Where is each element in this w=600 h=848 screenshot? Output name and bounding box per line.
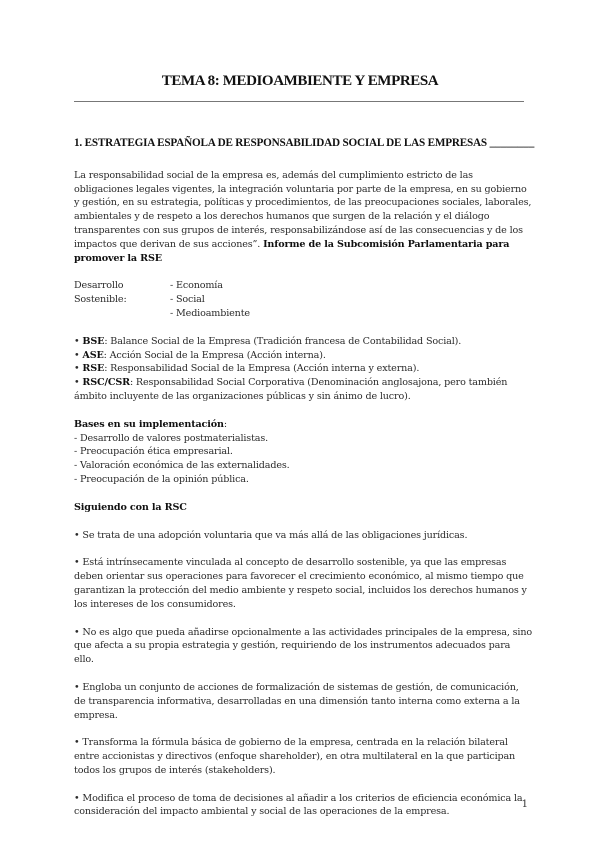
acronym-term: RSC/CSR bbox=[82, 377, 130, 389]
acronym-text: : Responsabilidad Social de la Empresa (Acción interna y externa). bbox=[104, 363, 420, 375]
acronym-text: : Responsabilidad Social Corporativa (Denominación anglosajona, pero también ámbito incluyente de las organizaciones públicas y sin ánimo de lucro). bbox=[74, 377, 508, 402]
bases-item: - Valoración económica de las externalidades. bbox=[74, 460, 290, 472]
acronym-item: • BSE: Balance Social de la Empresa (Tradición francesa de Contabilidad Social). bbox=[74, 335, 462, 347]
bases-item: - Preocupación ética empresarial. bbox=[74, 446, 233, 458]
rsc-point: • No es algo que pueda añadirse opcionalmente a las actividades principales de la empresa, sino que afecta a su propia estrategia y gestión, requiriendo de los instrumentos adecuados para ello. bbox=[74, 626, 532, 666]
acronym-list bbox=[74, 335, 532, 404]
intro-text: La responsabilidad social de la empresa es, además del cumplimiento estricto de las obligaciones legales vigentes, la integración voluntaria por parte de la empresa, en su gobierno y gestión, en su estrategia, políticas y procedimientos, de las preocupaciones sociales, laborales, ambientales y de respeto a los derechos humanos que surgen de la relación y el diálogo transparentes con sus grupos de interés, responsabilizándose así de las consecuencias y de los impactos que derivan de sus acciones”. bbox=[74, 169, 532, 250]
bases-heading: Bases en su implementación: bbox=[74, 418, 227, 430]
rsc-point: • Transforma la fórmula básica de gobierno de la empresa, centrada en la relación bilateral entre accionistas y directivos (enfoque shareholder), en otra multilateral en la que participan todos los grupos de interés (stakeholders). bbox=[74, 737, 516, 776]
acronym-item: • RSC/CSR: Responsabilidad Social Corporativa (Denominación anglosajona, pero también ámbito incluyente de las organizaciones públicas y sin ánimo de lucro). bbox=[74, 377, 508, 402]
acronym-item: • ASE: Acción Social de la Empresa (Acción interna). bbox=[74, 349, 326, 361]
section-heading-line: ________ bbox=[489, 137, 535, 149]
rsc-heading bbox=[74, 501, 532, 515]
rsc-point: • Se trata de una adopción voluntaria que va más allá de las obligaciones jurídicas. bbox=[74, 529, 468, 541]
rsc-point: • Está intrínsecamente vinculada al concepto de desarrollo sostenible, ya que las empresas deben orientar sus operaciones para favorecer el crecimiento económico, al mismo tiempo que garantizan la protección del medio ambiente y respeto social, incluidos los derechos humanos y los intereses de los consumidores. bbox=[74, 557, 527, 610]
ds-list bbox=[170, 279, 250, 320]
bases-item: - Desarrollo de valores postmaterialistas. bbox=[74, 432, 269, 444]
ds-label: Desarrollo Sostenible: bbox=[74, 280, 127, 306]
rsc-point: • Modifica el proceso de toma de decisiones al añadir a los criterios de eficiencia económica la consideración del impacto ambiental y social de las operaciones de la empresa. bbox=[74, 792, 523, 818]
page-title: TEMA 8: MEDIOAMBIENTE Y EMPRESA bbox=[161, 73, 439, 89]
intro-source: Informe de la Subcomisión Parlamentaria para promover la RSE bbox=[74, 238, 510, 264]
bases-list bbox=[74, 432, 532, 487]
ds-item: - Social bbox=[170, 294, 205, 306]
bases-item: - Preocupación de la opinión pública. bbox=[74, 473, 249, 485]
acronym-text: : Acción Social de la Empresa (Acción interna). bbox=[103, 349, 326, 361]
page-number: 1 bbox=[521, 799, 528, 810]
section-heading-text: 1. ESTRATEGIA ESPAÑOLA DE RESPONSABILIDAD SOCIAL DE LAS EMPRESAS bbox=[74, 137, 487, 149]
acronym-term: ASE bbox=[82, 349, 104, 361]
title-divider bbox=[74, 101, 524, 102]
acronym-term: RSE bbox=[82, 363, 105, 375]
acronym-text: : Balance Social de la Empresa (Tradición francesa de Contabilidad Social). bbox=[104, 335, 462, 347]
acronym-term: BSE bbox=[82, 335, 105, 347]
ds-item: - Economía bbox=[170, 280, 223, 292]
intro-paragraph bbox=[74, 169, 532, 266]
ds-item: - Medioambiente bbox=[170, 307, 250, 319]
bases-heading-text: Bases en su implementación bbox=[74, 418, 224, 430]
rsc-point: • Engloba un conjunto de acciones de formalización de sistemas de gestión, de comunicación, de transparencia informativa, desarrolladas en una dimensión tanto interna como externa a la empresa. bbox=[74, 681, 520, 721]
page-content bbox=[74, 137, 535, 819]
section-heading bbox=[74, 137, 535, 151]
rsc-heading-text: Siguiendo con la RSC bbox=[74, 501, 187, 513]
sustainable-development-block bbox=[74, 279, 532, 320]
acronym-item: • RSE: Responsabilidad Social de la Empresa (Acción interna y externa). bbox=[74, 363, 420, 375]
